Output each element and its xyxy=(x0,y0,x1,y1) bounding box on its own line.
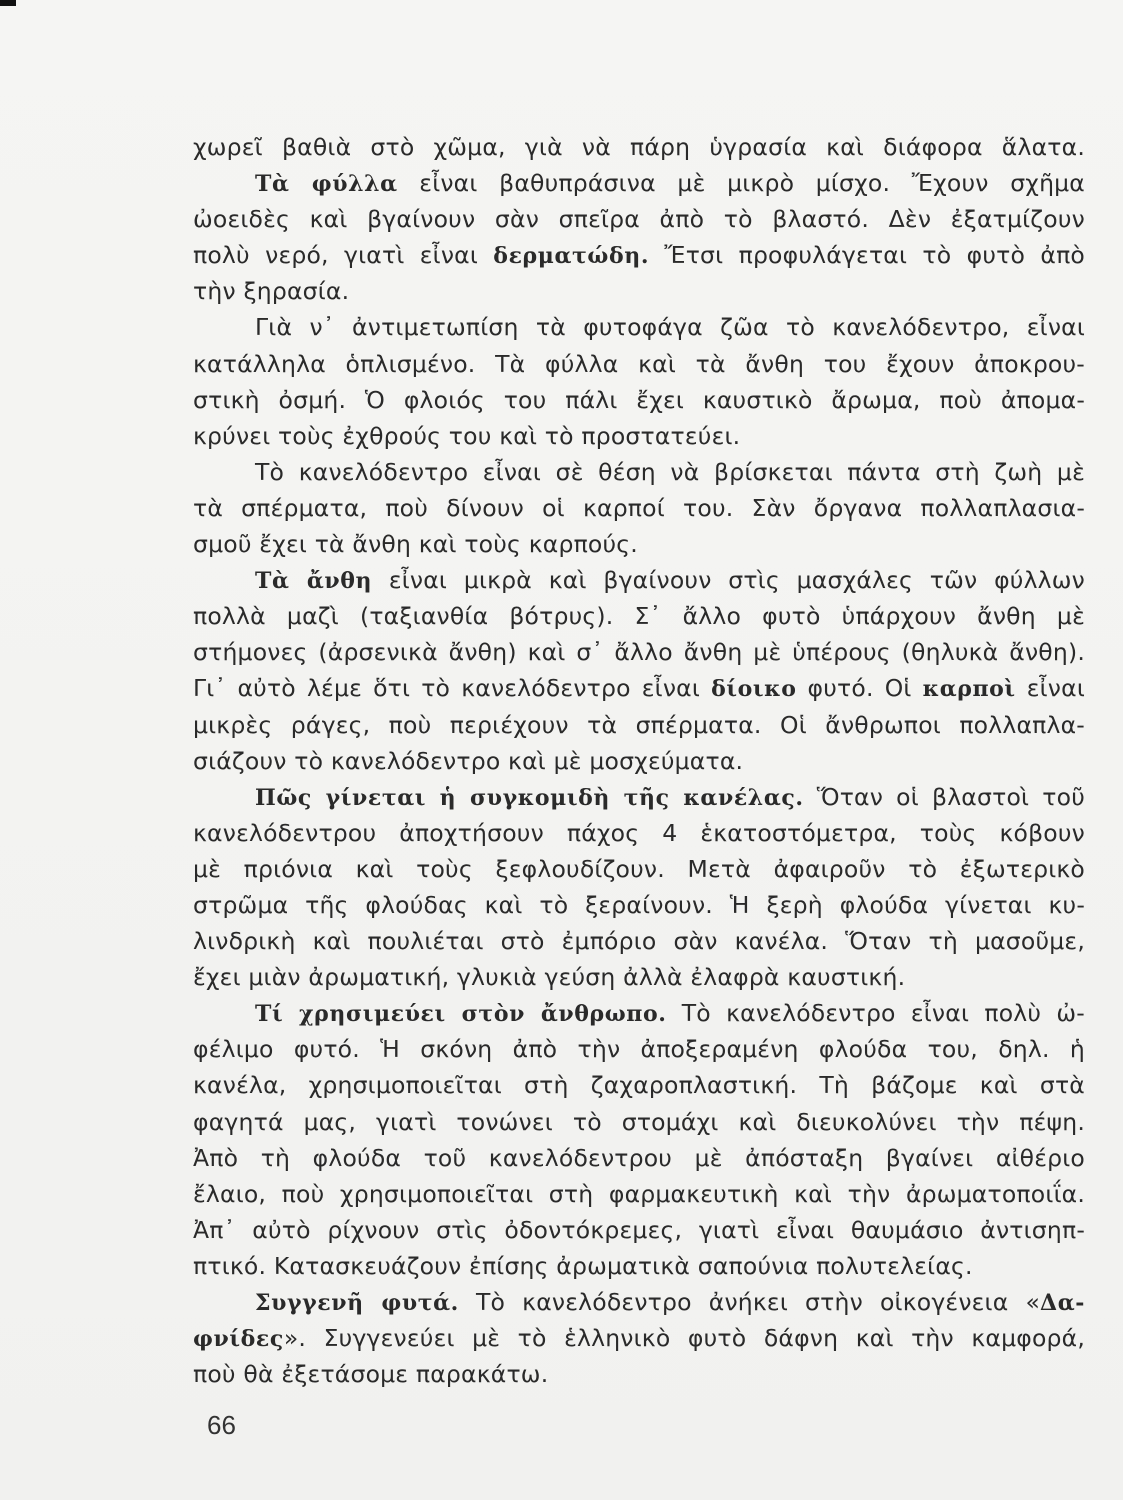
text-line: κανελόδεντρου ἀποχτήσουν πάχος 4 ἑκατοστόμετρα, τοὺς κόβουν xyxy=(193,818,1085,847)
text-line: ἔχει μιὰν ἀρωματική, γλυκιὰ γεύση ἀλλὰ ἐλαφρὰ καυστική. xyxy=(193,963,906,992)
text-line: Ἀπ᾽ αὐτὸ ρίχνουν στὶς ὀδοντόκρεμες, γιατὶ εἶναι θαυμάσιο ἀντισηπ- xyxy=(193,1215,1085,1244)
text-line: ὠοειδὲς καὶ βγαίνουν σὰν σπεῖρα ἀπὸ τὸ βλαστό. Δὲν ἐξατμίζουν xyxy=(193,205,1085,234)
text-line: στρῶμα τῆς φλούδας καὶ τὸ ξεραίνουν. Ἡ ξερὴ φλούδα γίνεται κυ- xyxy=(193,890,1085,919)
text-line: φέλιμο φυτό. Ἡ σκόνη ἀπὸ τὴν ἀποξεραμένη φλούδα του, δηλ. ἡ xyxy=(193,1035,1085,1064)
heading-syngeni-fyta: Συγγενῆ φυτά. xyxy=(255,1290,459,1316)
text-line: Πῶς γίνεται ἡ συγκομιδὴ τῆς κανέλας. Ὅταν οἱ βλαστοὶ τοῦ xyxy=(255,782,1085,811)
text-line: μὲ πριόνια καὶ τοὺς ξεφλουδίζουν. Μετὰ ἀφαιροῦν τὸ ἐξωτερικὸ xyxy=(193,854,1085,883)
term-karpoi: καρποὶ xyxy=(922,676,1016,703)
body-text xyxy=(193,129,1085,1392)
text-line: χωρεῖ βαθιὰ στὸ χῶμα, γιὰ νὰ πάρη ὑγρασία καὶ διάφορα ἅλατα. xyxy=(193,133,1085,161)
heading-ta-fylla: Τὰ φύλλα xyxy=(255,171,398,198)
text-line: κατάλληλα ὁπλισμένο. Τὰ φύλλα καὶ τὰ ἄνθη του ἔχουν ἀποκρου- xyxy=(193,349,1085,378)
text-line: φαγητά μας, γιατὶ τονώνει τὸ στομάχι καὶ διευκολύνει τὴν πέψη. xyxy=(193,1107,1085,1136)
text-line: πολὺ νερό, γιατὶ εἶναι δερματώδη. Ἔτσι προφυλάγεται τὸ φυτὸ ἀπὸ xyxy=(193,241,1085,270)
text-line: σιάζουν τὸ κανελόδεντρο καὶ μὲ μοσχεύματα. xyxy=(193,746,744,775)
text-line: Τὸ κανελόδεντρο εἶναι σὲ θέση νὰ βρίσκεται πάντα στὴ ζωὴ μὲ xyxy=(255,457,1085,486)
text-line: Τί χρησιμεύει στὸν ἄνθρωπο. Τὸ κανελόδεντρο εἶναι πολὺ ὠ- xyxy=(255,999,1085,1028)
text-line: τὴν ξηρασία. xyxy=(193,277,350,306)
heading-synkomidi: Πῶς γίνεται ἡ συγκομιδὴ τῆς κανέλας. xyxy=(255,784,804,811)
text-line: Τὰ ἄνθη εἶναι μικρὰ καὶ βγαίνουν στὶς μασχάλες τῶν φύλλων xyxy=(255,566,1085,595)
term-dafnides-end: φνίδες xyxy=(193,1326,284,1353)
heading-ti-chrisimevei: Τί χρησιμεύει στὸν ἄνθρωπο. xyxy=(255,1001,667,1028)
term-dermatodi: δερματώδη. xyxy=(493,243,650,270)
page-number: 66 xyxy=(207,1410,236,1440)
text-line: Συγγενῆ φυτά. Τὸ κανελόδεντρο ἀνήκει στὴν οἰκογένεια «Δα- xyxy=(255,1288,1085,1316)
text-line: ποὺ θὰ ἐξετάσομε παρακάτω. xyxy=(193,1360,549,1389)
text-line: φνίδες». Συγγενεύει μὲ τὸ ἑλληνικὸ φυτὸ δάφνη καὶ τὴν καμφορά, xyxy=(193,1324,1085,1353)
text-line: Γιὰ ν᾽ ἀντιμετωπίση τὰ φυτοφάγα ζῶα τὸ κανελόδεντρο, εἶναι xyxy=(255,313,1085,342)
text-line: κρύνει τοὺς ἐχθρούς του καὶ τὸ προστατεύει. xyxy=(193,421,741,450)
text-line: λινδρικὴ καὶ πουλιέται στὸ ἐμπόριο σὰν κανέλα. Ὅταν τὴ μασοῦμε, xyxy=(193,927,1085,956)
heading-ta-anthi: Τὰ ἄνθη xyxy=(255,568,373,595)
text-line: στήμονες (ἀρσενικὰ ἄνθη) καὶ σ᾽ ἄλλο ἄνθη μὲ ὑπέρους (θηλυκὰ ἄνθη). xyxy=(193,638,1085,667)
text-line: κανέλα, χρησιμοποιεῖται στὴ ζαχαροπλαστική. Τὴ βάζομε καὶ στὰ xyxy=(193,1071,1085,1100)
text-line: στικὴ ὀσμή. Ὁ φλοιός του πάλι ἔχει καυστικὸ ἄρωμα, ποὺ ἀπομα- xyxy=(193,385,1085,414)
text-line: τὰ σπέρματα, ποὺ δίνουν οἱ καρποί του. Σὰν ὄργανα πολλαπλασια- xyxy=(193,493,1085,522)
text-line: Γι᾽ αὐτὸ λέμε ὅτι τὸ κανελόδεντρο εἶναι δίοικο φυτό. Οἱ καρποὶ εἶναι xyxy=(193,674,1085,703)
term-dioiko: δίοικο xyxy=(711,676,797,703)
text-line: πτικό. Κατασκευάζουν ἐπίσης ἀρωματικὰ σαπούνια πολυτελείας. xyxy=(193,1251,973,1280)
text-line: Ἀπὸ τὴ φλούδα τοῦ κανελόδεντρου μὲ ἀπόσταξη βγαίνει αἰθέριο xyxy=(193,1143,1085,1172)
text-line: Τὰ φύλλα εἶναι βαθυπράσινα μὲ μικρὸ μίσχο. Ἔχουν σχῆμα xyxy=(255,169,1086,198)
text-line: μικρὲς ράγες, ποὺ περιέχουν τὰ σπέρματα. Οἱ ἄνθρωποι πολλαπλα- xyxy=(193,710,1085,739)
term-dafnides-start: Δα- xyxy=(1040,1290,1085,1316)
text-line: σμοῦ ἔχει τὰ ἄνθη καὶ τοὺς καρπούς. xyxy=(193,530,638,559)
text-line: ἔλαιο, ποὺ χρησιμοποιεῖται στὴ φαρμακευτικὴ καὶ τὴν ἀρωματοποιΐα. xyxy=(193,1179,1085,1208)
text-line: πολλὰ μαζὶ (ταξιανθία βότρυς). Σ᾽ ἄλλο φυτὸ ὑπάρχουν ἄνθη μὲ xyxy=(193,602,1085,631)
scan-corner-mark xyxy=(0,0,16,6)
